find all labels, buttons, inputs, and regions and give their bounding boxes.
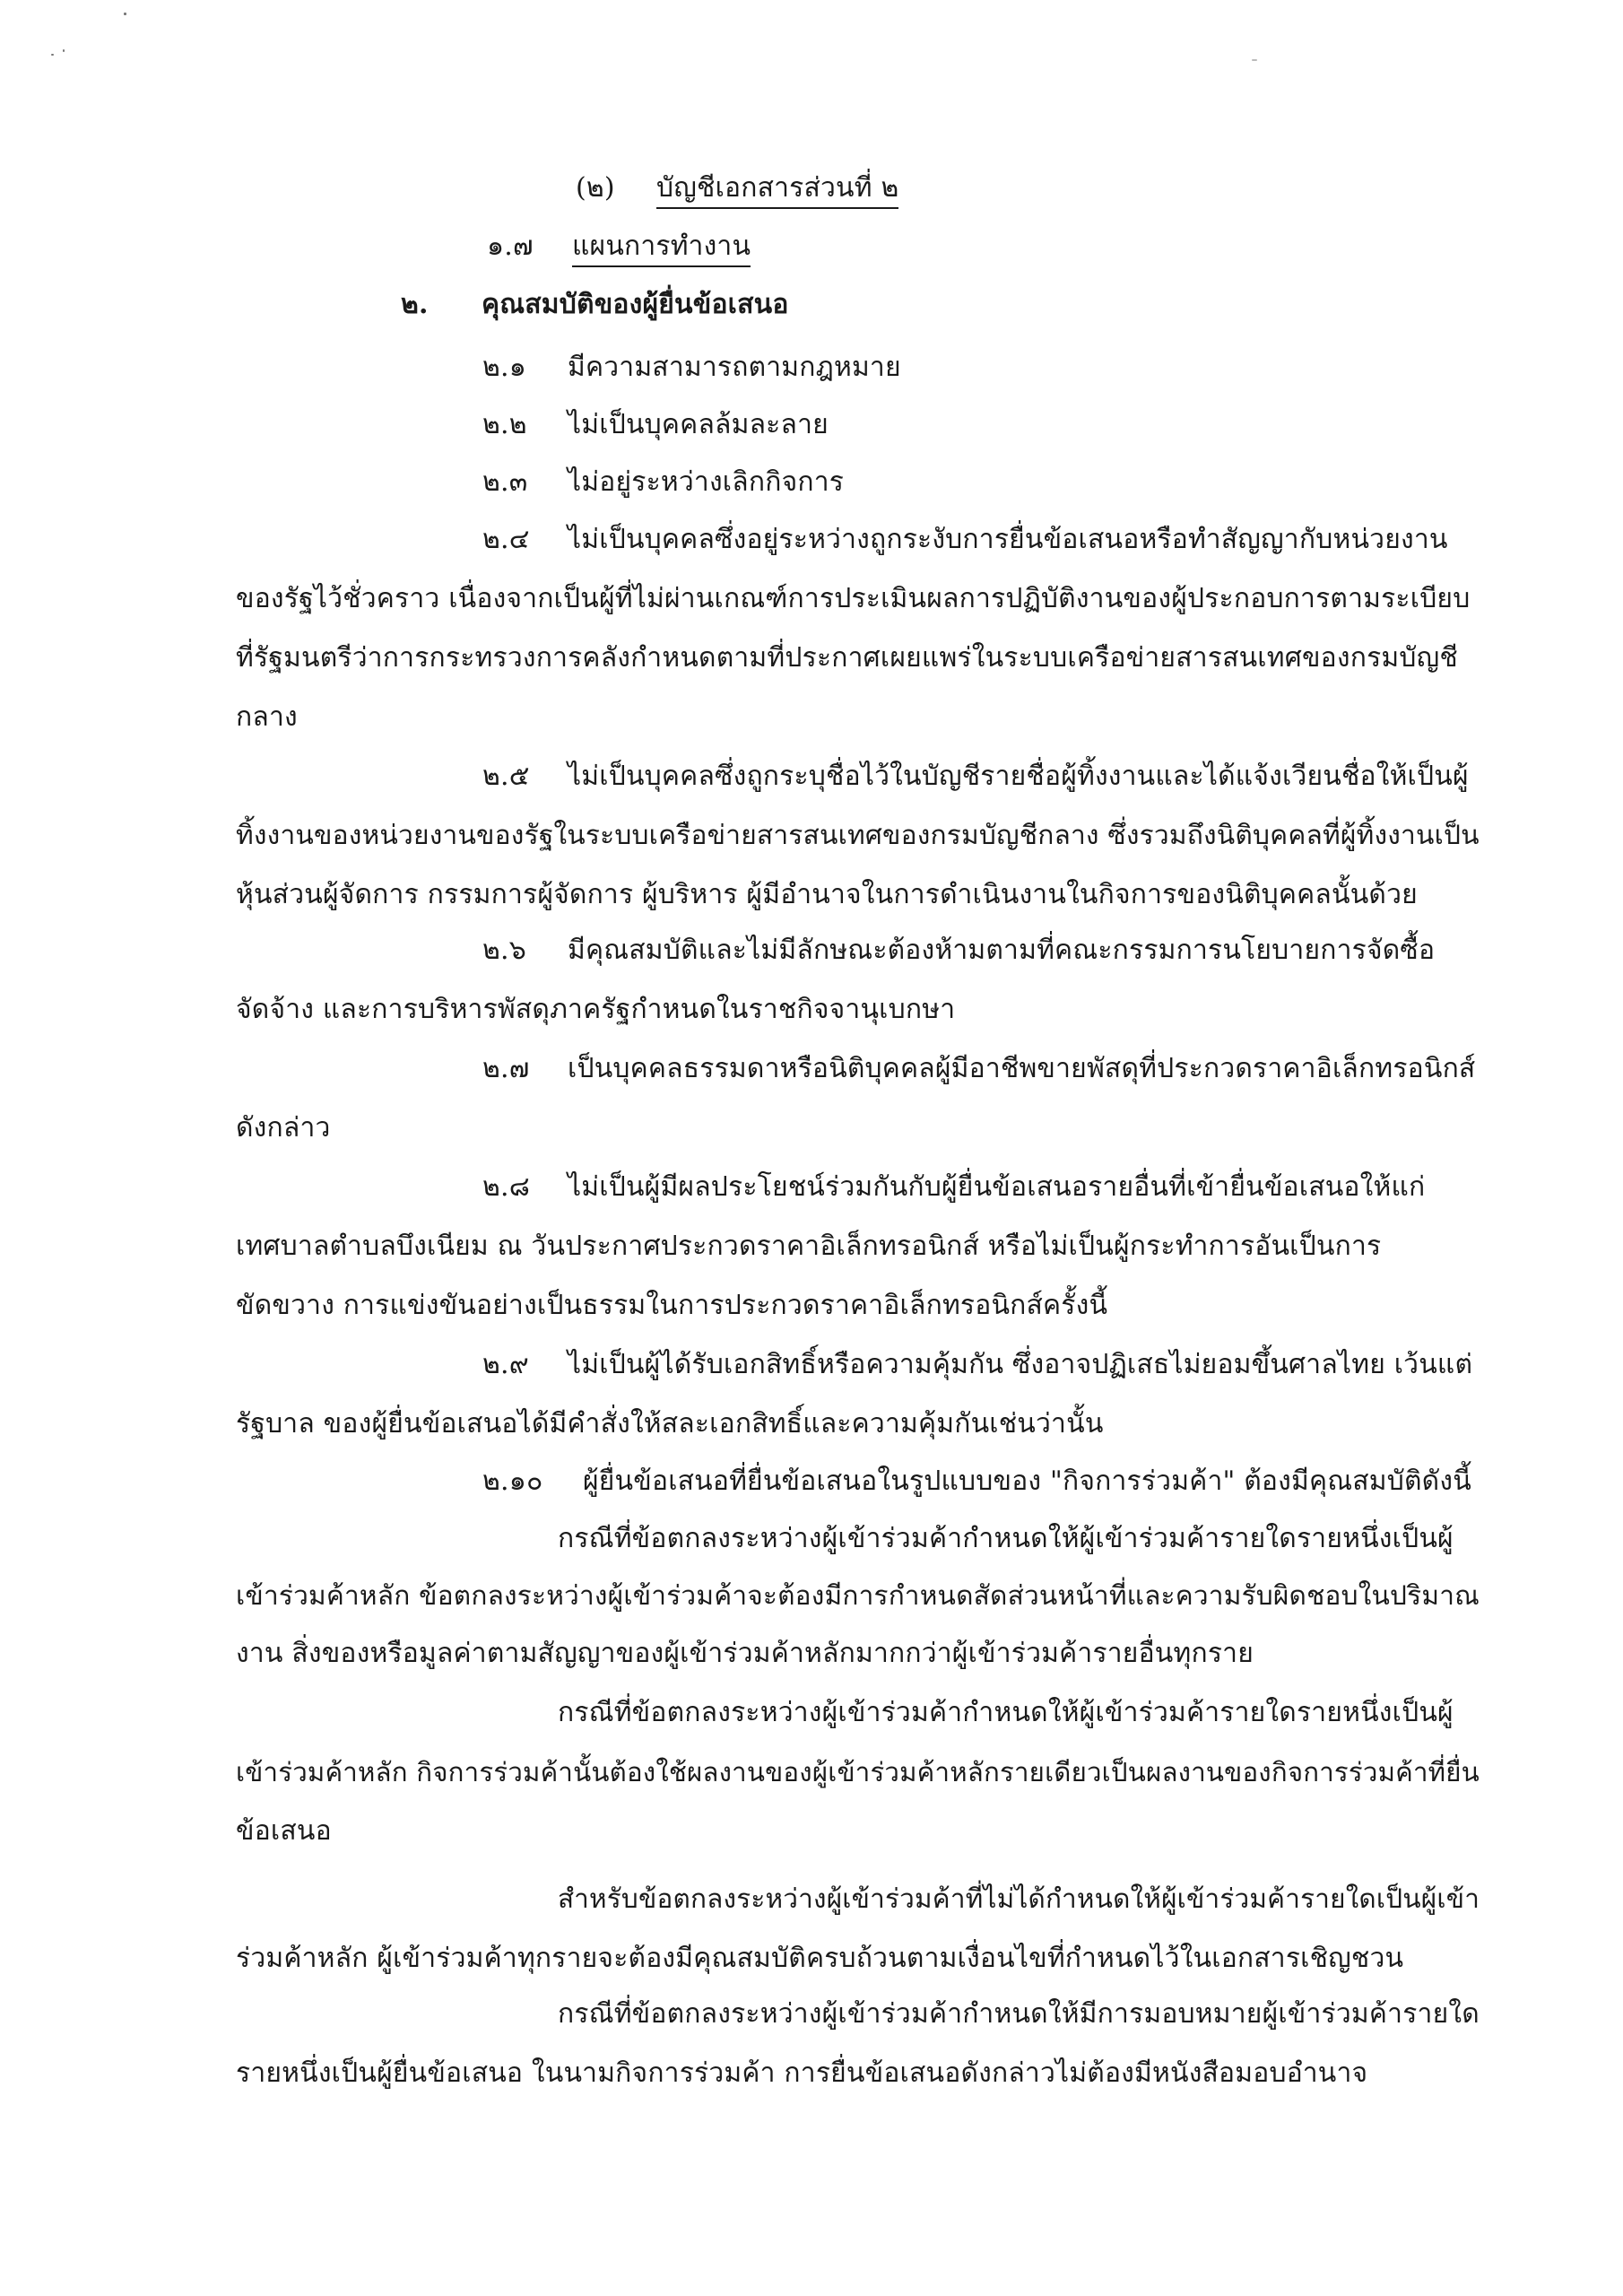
clause-2-4-cont-3: กลาง <box>236 701 298 733</box>
scan-speck <box>63 49 65 52</box>
clause-2-5 <box>482 759 1469 795</box>
clause-2-6-cont-1: จัดจ้าง และการบริหารพัสดุภาครัฐกำหนดในราชกิจจานุเบกษา <box>236 994 956 1025</box>
clause-text: ไม่เป็นบุคคลล้มละลาย <box>568 409 829 440</box>
doc-line-1-7 <box>487 229 751 265</box>
clause-2-7-cont-1: ดังกล่าว <box>236 1112 331 1144</box>
clause-2-5-cont-2: หุ้นส่วนผู้จัดการ กรรมการผู้จัดการ ผู้บริหาร ผู้มีอำนาจในการดำเนินงานในกิจการของนิติบุคคลนั้นด้วย <box>236 879 1418 910</box>
jv-para-3-line-1: สำหรับข้อตกลงระหว่างผู้เข้าร่วมค้าที่ไม่ได้กำหนดให้ผู้เข้าร่วมค้ารายใดเป็นผู้เข้า <box>558 1883 1480 1915</box>
clause-number: ๒.๙ <box>482 1349 529 1380</box>
scan-speck <box>1252 59 1257 61</box>
jv-para-1-line-1: กรณีที่ข้อตกลงระหว่างผู้เข้าร่วมค้ากำหนดให้ผู้เข้าร่วมค้ารายใดรายหนึ่งเป็นผู้ <box>558 1523 1454 1554</box>
clause-2-4-cont-1: ของรัฐไว้ชั่วคราว เนื่องจากเป็นผู้ที่ไม่ผ่านเกณฑ์การประเมินผลการปฏิบัติงานของผู้ประกอบการตามระเบียบ <box>236 583 1471 614</box>
clause-number: ๒.๘ <box>482 1171 531 1203</box>
clause-number: ๒.๔ <box>482 524 530 555</box>
item-text: บัญชีเอกสารส่วนที่ ๒ <box>656 172 898 209</box>
clause-2-7 <box>482 1051 1475 1087</box>
clause-2-3 <box>482 465 844 500</box>
jv-para-4-line-2: รายหนึ่งเป็นผู้ยื่นข้อเสนอ ในนามกิจการร่วมค้า การยื่นข้อเสนอดังกล่าวไม่ต้องมีหนังสือมอบอำนาจ <box>236 2057 1368 2089</box>
item-text: แผนการทำงาน <box>572 230 751 267</box>
section-heading <box>401 287 789 323</box>
clause-text: ไม่เป็นบุคคลซึ่งอยู่ระหว่างถูกระงับการยื่นข้อเสนอหรือทำสัญญากับหน่วยงาน <box>568 524 1448 555</box>
item-number: (๒) <box>576 172 615 204</box>
scan-speck <box>124 13 126 15</box>
clause-number: ๒.๗ <box>482 1053 530 1084</box>
clause-text: มีคุณสมบัติและไม่มีลักษณะต้องห้ามตามที่คณะกรรมการนโยบายการจัดซื้อ <box>568 935 1436 966</box>
clause-2-4 <box>482 522 1448 558</box>
clause-number: ๒.๑๐ <box>482 1465 543 1497</box>
clause-2-1 <box>482 350 901 386</box>
clause-text: ผู้ยื่นข้อเสนอที่ยื่นข้อเสนอในรูปแบบของ "กิจการร่วมค้า" ต้องมีคุณสมบัติดังนี้ <box>583 1465 1471 1497</box>
clause-2-4-cont-2: ที่รัฐมนตรีว่าการกระทรวงการคลังกำหนดตามที่ประกาศเผยแพร่ในระบบเครือข่ายสารสนเทศของกรมบัญชี <box>236 642 1458 674</box>
jv-para-2-line-2: เข้าร่วมค้าหลัก กิจการร่วมค้านั้นต้องใช้ผลงานของผู้เข้าร่วมค้าหลักรายเดียวเป็นผลงานของกิจการร่วมค้าที่ยื่น <box>236 1757 1480 1787</box>
section-title: คุณสมบัติของผู้ยื่นข้อเสนอ <box>482 289 789 320</box>
section-number: ๒. <box>401 289 429 320</box>
clause-text: มีความสามารถตามกฎหมาย <box>568 352 901 383</box>
clause-text: เป็นบุคคลธรรมดาหรือนิติบุคคลผู้มีอาชีพขายพัสดุที่ประกวดราคาอิเล็กทรอนิกส์ <box>568 1053 1476 1084</box>
jv-para-2-line-3: ข้อเสนอ <box>236 1815 332 1847</box>
clause-2-9-cont-1: รัฐบาล ของผู้ยื่นข้อเสนอได้มีคำสั่งให้สละเอกสิทธิ์และความคุ้มกันเช่นว่านั้น <box>236 1408 1104 1439</box>
doc-line-list2 <box>576 170 898 206</box>
clause-2-6 <box>482 933 1435 969</box>
jv-para-1-line-3: งาน สิ่งของหรือมูลค่าตามสัญญาของผู้เข้าร่วมค้าหลักมากกว่าผู้เข้าร่วมค้ารายอื่นทุกราย <box>236 1638 1254 1669</box>
clause-number: ๒.๑ <box>482 352 526 383</box>
scan-speck <box>51 54 54 56</box>
item-number: ๑.๗ <box>487 230 534 262</box>
clause-2-5-cont-1: ทิ้งงานของหน่วยงานของรัฐในระบบเครือข่ายสารสนเทศของกรมบัญชีกลาง ซึ่งรวมถึงนิติบุคคลที่ผู้ทิ้งงานเป็น <box>236 820 1480 851</box>
clause-number: ๒.๕ <box>482 761 530 792</box>
jv-para-2-line-1: กรณีที่ข้อตกลงระหว่างผู้เข้าร่วมค้ากำหนดให้ผู้เข้าร่วมค้ารายใดรายหนึ่งเป็นผู้ <box>558 1697 1454 1728</box>
clause-text: ไม่เป็นผู้ได้รับเอกสิทธิ์หรือความคุ้มกัน ซึ่งอาจปฏิเสธไม่ยอมขึ้นศาลไทย เว้นแต่ <box>568 1349 1473 1380</box>
clause-text: ไม่เป็นบุคคลซึ่งถูกระบุชื่อไว้ในบัญชีรายชื่อผู้ทิ้งงานและได้แจ้งเวียนชื่อให้เป็นผู้ <box>568 761 1469 792</box>
jv-para-1-line-2: เข้าร่วมค้าหลัก ข้อตกลงระหว่างผู้เข้าร่วมค้าจะต้องมีการกำหนดสัดส่วนหน้าที่และความรับผิดชอบในปริมาณ <box>236 1580 1480 1612</box>
clause-2-8-cont-2: ขัดขวาง การแข่งขันอย่างเป็นธรรมในการประกวดราคาอิเล็กทรอนิกส์ครั้งนี้ <box>236 1290 1108 1321</box>
clause-text: ไม่อยู่ระหว่างเลิกกิจการ <box>568 466 845 498</box>
clause-number: ๒.๖ <box>482 935 526 966</box>
clause-text: ไม่เป็นผู้มีผลประโยชน์ร่วมกันกับผู้ยื่นข้อเสนอรายอื่นที่เข้ายื่นข้อเสนอให้แก่ <box>568 1171 1426 1203</box>
jv-para-3-line-2: ร่วมค้าหลัก ผู้เข้าร่วมค้าทุกรายจะต้องมีคุณสมบัติครบถ้วนตามเงื่อนไขที่กำหนดไว้ในเอกสารเชิญชวน <box>236 1943 1404 1974</box>
clause-2-9 <box>482 1347 1472 1383</box>
jv-para-4-line-1: กรณีที่ข้อตกลงระหว่างผู้เข้าร่วมค้ากำหนดให้มีการมอบหมายผู้เข้าร่วมค้ารายใด <box>558 1998 1480 2030</box>
clause-2-8-cont-1: เทศบาลตำบลบึงเนียม ณ วันประกาศประกวดราคาอิเล็กทรอนิกส์ หรือไม่เป็นผู้กระทำการอันเป็นการ <box>236 1231 1382 1262</box>
clause-2-8 <box>482 1170 1425 1205</box>
clause-number: ๒.๒ <box>482 409 527 440</box>
clause-2-10 <box>482 1464 1471 1500</box>
clause-number: ๒.๓ <box>482 466 528 498</box>
clause-2-2 <box>482 407 829 443</box>
